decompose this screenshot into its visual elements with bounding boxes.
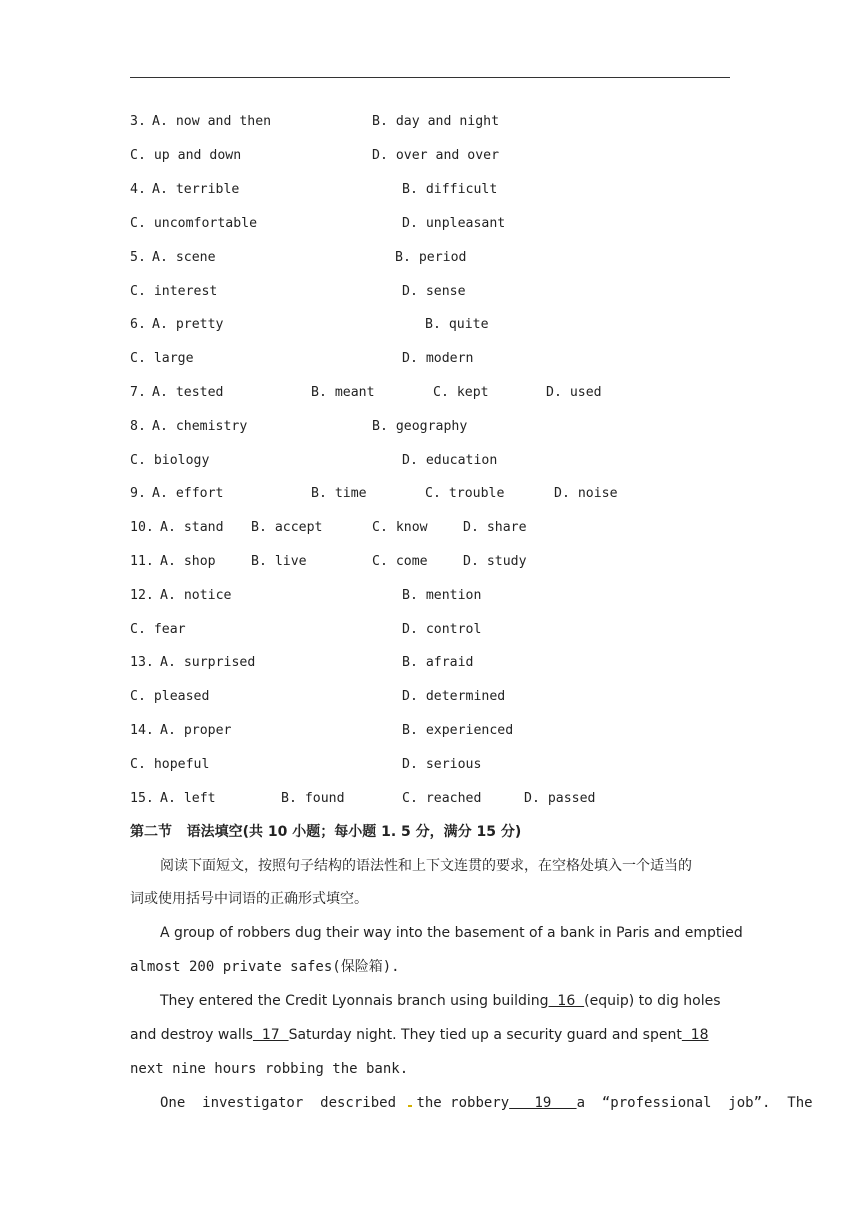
passage-p3-line-1: [160, 1094, 813, 1112]
p2-text-after-16: (equip) to dig holes: [584, 993, 721, 1009]
stray-mark: [408, 1105, 412, 1107]
q4-option-a: A. terrible: [152, 182, 240, 197]
q11-option-d: D. study: [463, 554, 527, 569]
q9-option-d: D. noise: [554, 486, 618, 501]
q7-option-d: D. used: [546, 385, 602, 400]
q5-option-d: D. sense: [402, 284, 466, 299]
q14-option-b: B. experienced: [402, 723, 514, 738]
q10-option-b: B. accept: [251, 520, 323, 535]
q9-option-a: A. effort: [152, 486, 224, 501]
passage-p1-line-2: almost 200 private safes(保险箱).: [130, 959, 400, 975]
q3-option-c: C. up and down: [130, 148, 242, 163]
q8-option-c: C. biology: [130, 453, 210, 468]
p3-text-after: a “professional job”. The: [576, 1095, 813, 1111]
q15-num: 15.: [130, 791, 154, 806]
q12-option-a: A. notice: [160, 588, 232, 603]
q9-option-b: B. time: [311, 486, 367, 501]
q6-option-a: A. pretty: [152, 317, 224, 332]
q7-option-a: A. tested: [152, 385, 224, 400]
q11-option-b: B. live: [251, 554, 307, 569]
instruction-line-2: 词或使用括号中词语的正确形式填空。: [130, 891, 368, 907]
q13-option-c: C. pleased: [130, 689, 210, 704]
q4-option-b: B. difficult: [402, 182, 498, 197]
p2-text-before-17: and destroy walls: [130, 1027, 253, 1043]
passage-p2-line-1: [160, 992, 721, 1010]
q10-num: 10.: [130, 520, 154, 535]
blank-19[interactable]: 19: [509, 1095, 577, 1111]
q13-option-d: D. determined: [402, 689, 506, 704]
q8-option-a: A. chemistry: [152, 419, 248, 434]
q8-num: 8.: [130, 419, 146, 434]
q3-option-a: A. now and then: [152, 114, 272, 129]
q14-option-c: C. hopeful: [130, 757, 210, 772]
q8-option-b: B. geography: [372, 419, 468, 434]
q7-num: 7.: [130, 385, 146, 400]
q4-num: 4.: [130, 182, 146, 197]
instruction-line-1: 阅读下面短文，按照句子结构的语法性和上下文连贯的要求，在空格处填入一个适当的: [160, 858, 692, 874]
passage-p2-line-3: next nine hours robbing the bank.: [130, 1061, 409, 1077]
q10-option-a: A. stand: [160, 520, 224, 535]
q7-option-c: C. kept: [433, 385, 489, 400]
q13-option-b: B. afraid: [402, 655, 474, 670]
q3-option-b: B. day and night: [372, 114, 500, 129]
q11-num: 11.: [130, 554, 154, 569]
q13-option-a: A. surprised: [160, 655, 256, 670]
q5-option-a: A. scene: [152, 250, 216, 265]
q14-num: 14.: [130, 723, 154, 738]
q6-option-c: C. large: [130, 351, 194, 366]
q10-option-d: D. share: [463, 520, 527, 535]
q9-option-c: C. trouble: [425, 486, 505, 501]
p2-text-before-16: They entered the Credit Lyonnais branch using building: [160, 993, 549, 1009]
q15-option-d: D. passed: [524, 791, 596, 806]
q8-option-d: D. education: [402, 453, 498, 468]
q3-option-d: D. over and over: [372, 148, 500, 163]
q11-option-c: C. come: [372, 554, 428, 569]
q15-option-c: C. reached: [402, 791, 482, 806]
q10-option-c: C. know: [372, 520, 428, 535]
q6-num: 6.: [130, 317, 146, 332]
q5-option-c: C. interest: [130, 284, 218, 299]
q11-option-a: A. shop: [160, 554, 216, 569]
blank-17[interactable]: 17: [252, 1027, 289, 1043]
q12-option-d: D. control: [402, 622, 482, 637]
q13-num: 13.: [130, 655, 154, 670]
q12-option-c: C. fear: [130, 622, 186, 637]
p3-text-mid: the robbery: [416, 1095, 510, 1111]
q4-option-c: C. uncomfortable: [130, 216, 258, 231]
q6-option-d: D. modern: [402, 351, 474, 366]
p3-text-before: One investigator described: [160, 1095, 405, 1111]
q14-option-a: A. proper: [160, 723, 232, 738]
q12-num: 12.: [130, 588, 154, 603]
blank-18[interactable]: 18: [681, 1027, 709, 1043]
q9-num: 9.: [130, 486, 146, 501]
p2-text-after-17: Saturday night. They tied up a security guard and spent: [288, 1027, 682, 1043]
passage-p1-line-1: A group of robbers dug their way into the basement of a bank in Paris and emptied: [160, 925, 743, 941]
q5-num: 5.: [130, 250, 146, 265]
q15-option-b: B. found: [281, 791, 345, 806]
q3-num: 3.: [130, 114, 146, 129]
header-rule: [130, 77, 730, 78]
q7-option-b: B. meant: [311, 385, 375, 400]
q15-option-a: A. left: [160, 791, 216, 806]
blank-16[interactable]: 16: [548, 993, 585, 1009]
q6-option-b: B. quite: [425, 317, 489, 332]
q12-option-b: B. mention: [402, 588, 482, 603]
q4-option-d: D. unpleasant: [402, 216, 506, 231]
passage-p2-line-2: [130, 1026, 709, 1044]
q5-option-b: B. period: [395, 250, 467, 265]
section2-heading: 第二节 语法填空(共 10 小题；每小题 1. 5 分，满分 15 分): [130, 824, 522, 840]
q14-option-d: D. serious: [402, 757, 482, 772]
